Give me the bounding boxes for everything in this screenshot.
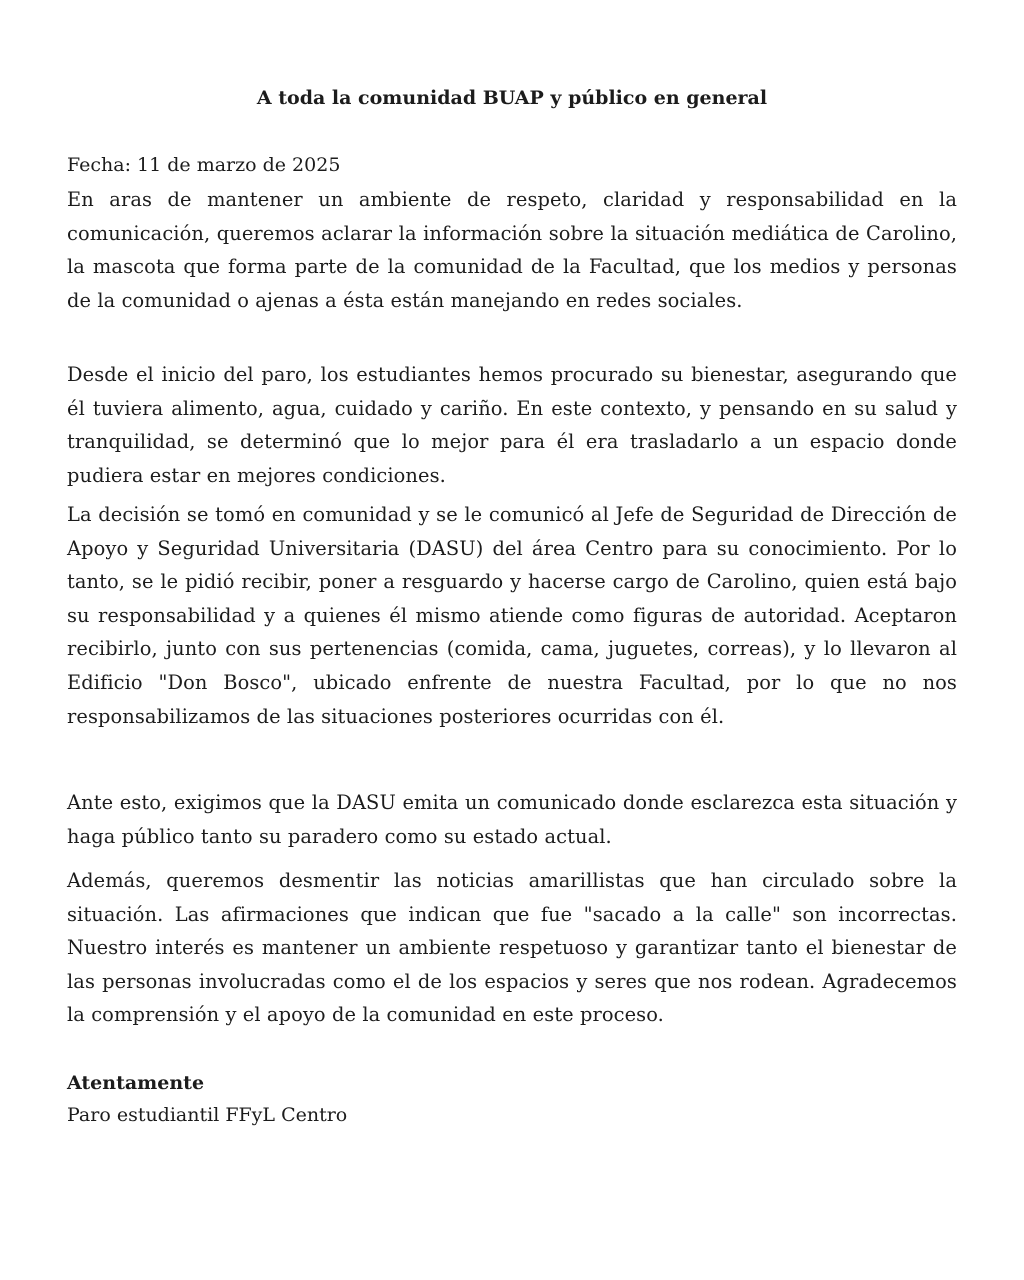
closing-line: Atentamente	[67, 1072, 205, 1094]
document-title: A toda la comunidad BUAP y público en general	[256, 87, 768, 109]
signature-line: Paro estudiantil FFyL Centro	[67, 1104, 348, 1126]
paragraph-decision: La decisión se tomó en comunidad y se le comunicó al Jefe de Seguridad de Dirección de Apoyo y Seguridad Universitaria (DASU) del área Centro para su conocimiento. Por lo tanto, se le pidió recibir, poner a resguardo y hacerse cargo de Carolino, quien está bajo su responsabilidad y a quienes él mismo atiende como figuras de autoridad. Aceptaron recibirlo, junto con sus pertenencias (comida, cama, juguetes, correas), y lo llevaron al Edificio "Don Bosco", ubicado enfrente de nuestra Facultad, por lo que no nos responsabilizamos de las situaciones posteriores ocurridas con él.	[67, 503, 957, 728]
paragraph-wellbeing: Desde el inicio del paro, los estudiantes hemos procurado su bienestar, asegurando que él tuviera alimento, agua, cuidado y cariño. En este contexto, y pensando en su salud y tranquilidad, se determinó que lo mejor para él era trasladarlo a un espacio donde pudiera estar en mejores condiciones.	[67, 363, 957, 487]
paragraph-demand: Ante esto, exigimos que la DASU emita un comunicado donde esclarezca esta situación y haga público tanto su paradero como su estado actual.	[67, 791, 957, 848]
paragraph-denial: Además, queremos desmentir las noticias amarillistas que han circulado sobre la situación. Las afirmaciones que indican que fue "sacado a la calle" son incorrectas. Nuestro interés es mantener un ambiente respetuoso y garantizar tanto el bienestar de las personas involucradas como el de los espacios y seres que nos rodean. Agradecemos la comprensión y el apoyo de la comunidad en este proceso.	[67, 869, 957, 1027]
paragraph-intro: En aras de mantener un ambiente de respeto, claridad y responsabilidad en la comunicación, queremos aclarar la información sobre la situación mediática de Carolino, la mascota que forma parte de la comunidad de la Facultad, que los medios y personas de la comunidad o ajenas a ésta están manejando en redes sociales.	[67, 188, 957, 312]
date-line: Fecha: 11 de marzo de 2025	[67, 154, 341, 176]
